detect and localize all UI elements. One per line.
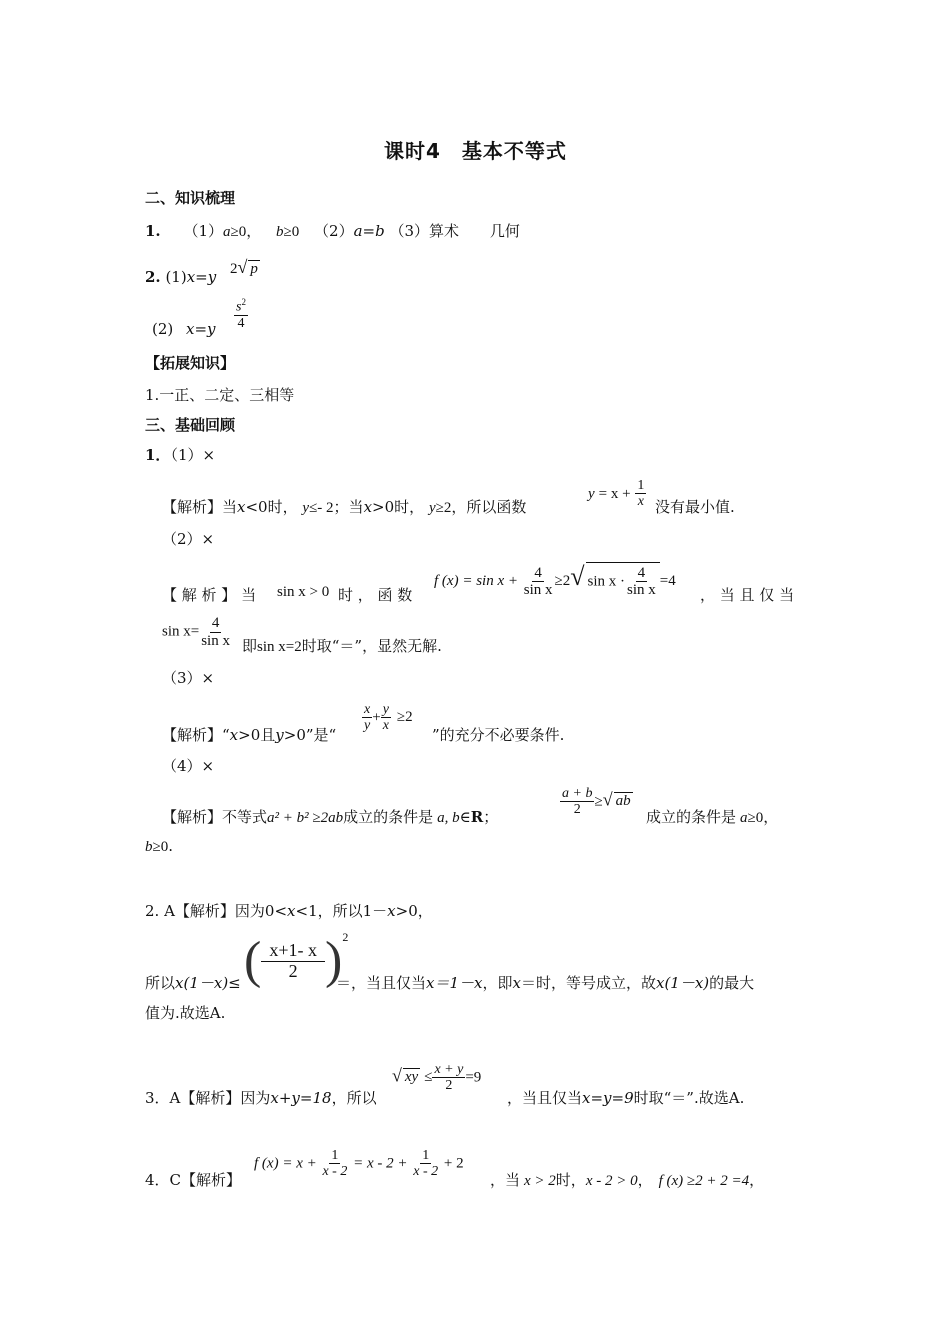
ab-in: a, b∈	[437, 810, 471, 826]
sinx-gt-0: sin x > 0	[277, 584, 330, 600]
analysis-4-cond	[646, 808, 778, 827]
numerator: 1	[422, 1148, 430, 1163]
denominator: 2	[288, 960, 298, 981]
reals: R	[470, 808, 484, 826]
radicand: sin x ·	[587, 573, 626, 589]
denominator: sin x	[627, 582, 656, 599]
text: >0”是“	[283, 726, 337, 744]
text: ，当	[490, 1171, 521, 1189]
right-paren-icon: )	[324, 932, 343, 989]
denominator: y	[364, 718, 371, 734]
fx-expr: f (x) = sin x +	[434, 573, 518, 589]
problem-4-fx	[254, 1148, 464, 1180]
numerator: x	[364, 702, 371, 717]
x-minus-2-gt-0: x - 2 > 0	[585, 1173, 638, 1189]
left-paren-icon: (	[244, 932, 262, 989]
x-gt-2: x > 2	[524, 1173, 556, 1189]
exponent: 2	[241, 297, 246, 307]
denominator: x	[382, 718, 389, 734]
expr: = x - 2 +	[353, 1155, 408, 1172]
numerator: x + y	[434, 1062, 464, 1077]
denominator: x - 2	[413, 1164, 439, 1180]
knowledge-line-3	[152, 320, 216, 338]
problem-2-so	[145, 974, 241, 992]
text: 成立的条件是	[343, 808, 434, 826]
analysis-label: 【解析】不等式	[162, 808, 268, 826]
coef-two: 2	[230, 261, 238, 277]
sufficient-text: ”的充分不必要条件.	[432, 726, 565, 744]
x-plus-y-18: x+y=18	[270, 1089, 332, 1107]
page-title: 课时4 基本不等式	[384, 139, 567, 163]
a-eq-b: a=b	[353, 222, 385, 240]
analysis-label: 【解析】当	[162, 498, 238, 516]
section-heading-review: 三、基础回顾	[145, 416, 236, 434]
problem-3-tail	[507, 1089, 744, 1107]
text: >0且	[238, 726, 276, 744]
ge-zero-b: ≥0	[283, 224, 300, 240]
numerator: a + b	[562, 786, 593, 801]
text: >0时，	[372, 498, 425, 516]
numerator: x+1- x	[261, 941, 325, 962]
text: 时取“＝”.故选A.	[633, 1089, 745, 1107]
numerator: 1	[331, 1148, 339, 1163]
expr: x(1－x)≤	[175, 974, 241, 992]
denominator: 2	[573, 802, 581, 818]
denominator: x - 2	[322, 1164, 348, 1180]
text: >0，	[395, 902, 433, 920]
x-eq-y: x=y	[186, 320, 216, 338]
knowledge-line-1	[145, 222, 520, 241]
sqrt-icon: √	[602, 789, 613, 810]
paren-1: （1）	[183, 222, 223, 240]
am-gm-inequality	[560, 786, 633, 818]
numerator: 4	[534, 564, 542, 581]
var-y: y	[428, 500, 436, 516]
geometric-text: 几何	[489, 222, 520, 240]
var-y: y	[302, 500, 310, 516]
paren-3-arith: （3）算术	[389, 222, 460, 240]
item-number: 2.	[145, 268, 161, 286]
ge-2: ≥2	[396, 709, 413, 726]
problem-2-line-2	[336, 974, 754, 992]
var-s: s	[236, 299, 242, 315]
x-eq-y: x=y	[186, 268, 217, 286]
var-p: p	[250, 261, 258, 277]
problem-4-label: 4．C【解析】	[145, 1171, 242, 1189]
sqrt-icon: √	[392, 1065, 402, 1086]
analysis-4-end	[145, 837, 173, 856]
analysis-label: 【解析】“	[162, 726, 230, 744]
fx-ge-4: f (x) ≥2 + 2 =4	[658, 1173, 750, 1189]
var-x: x	[387, 902, 396, 920]
text: <0时，	[245, 498, 298, 516]
ge-2: ≥2	[435, 500, 452, 516]
text: ，所以	[331, 1089, 377, 1107]
x-eq-1-minus-x: x＝1－x	[426, 974, 483, 992]
x-eq-y-eq-9: x=y=9	[582, 1089, 634, 1107]
sinx-eq: sin x=	[162, 623, 200, 640]
sqrt-icon: √	[237, 257, 248, 277]
fx-inequality	[434, 561, 676, 599]
iff-text: ， 当 且 仅 当	[700, 586, 795, 604]
expr: = x +	[598, 485, 631, 502]
review-q4: （4）×	[162, 757, 215, 775]
x-over-y-plus-y-over-x	[362, 702, 413, 734]
text: ＝时，等号成立，故	[520, 974, 656, 992]
numerator: 4	[211, 615, 220, 631]
text: ，所以函数	[451, 498, 527, 516]
no-min-text: 没有最小值.	[655, 498, 735, 516]
var-a: a	[223, 224, 231, 240]
mark: （1）×	[170, 446, 216, 464]
text: 即	[242, 637, 258, 655]
exponent: 2	[342, 930, 349, 944]
paren-1: (1)	[165, 268, 187, 286]
two-sqrt-p	[230, 257, 260, 279]
text: 的最大	[709, 974, 755, 992]
knowledge-line-2	[145, 268, 216, 286]
var-x: x	[287, 902, 296, 920]
ge: ≥	[594, 793, 603, 810]
text: <1，所以1－	[295, 902, 388, 920]
extended-line: 1.一正、二定、三相等	[145, 386, 295, 404]
denominator: sin x	[201, 632, 230, 649]
item-number: 1．	[145, 446, 171, 464]
text: ，	[749, 1171, 765, 1189]
var-y: y	[275, 726, 284, 744]
var-x: x	[512, 974, 521, 992]
denominator: 4	[237, 316, 245, 332]
radicand: xy	[404, 1069, 419, 1086]
plus: +	[372, 709, 381, 726]
problem-2-line-1	[145, 902, 433, 920]
radicand: ab	[615, 793, 631, 810]
problem-4-tail	[490, 1171, 764, 1190]
squared-fraction	[244, 930, 348, 992]
problem-2-line-3: 值为.故选A.	[145, 1004, 226, 1022]
text: ；当	[333, 498, 364, 516]
text: ，	[637, 1171, 653, 1189]
ge-2: ≥2	[554, 573, 571, 589]
analysis-3	[162, 726, 336, 744]
period: .	[168, 837, 174, 855]
problem-3	[145, 1089, 377, 1107]
text: 3．A【解析】因为	[145, 1089, 271, 1107]
le: ≤	[424, 1069, 433, 1086]
paren-2: (2)	[152, 320, 174, 338]
text: 成立的条件是	[646, 808, 737, 826]
section-heading-knowledge: 二、知识梳理	[145, 189, 236, 207]
text: ＝，当且仅当	[336, 974, 427, 992]
var-y: y	[588, 485, 595, 502]
sqrt-xy-le	[392, 1062, 481, 1094]
numerator: 1	[637, 478, 645, 493]
function-y-eq-x-plus-1-over-x	[588, 478, 646, 510]
ge-zero: ≥0，	[747, 810, 779, 826]
numerator: 4	[637, 564, 646, 581]
var-x: x	[363, 498, 373, 516]
expr: x(1－x)	[655, 974, 710, 992]
denominator: sin x	[523, 582, 553, 599]
ge-zero: ≥0	[152, 839, 169, 855]
var-x: x	[237, 498, 246, 516]
inequality: a² + b² ≥2ab	[267, 810, 344, 826]
text: 所以	[145, 974, 176, 992]
review-q2: （2）×	[162, 530, 215, 548]
review-q1	[145, 446, 215, 464]
s-squared-over-4	[234, 298, 248, 331]
text: 时，	[555, 1171, 586, 1189]
section-heading-extended: 【拓展知识】	[145, 354, 236, 372]
var-b: b	[145, 839, 153, 855]
le-neg2: ≤- 2	[309, 500, 334, 516]
paren-2: （2）	[314, 222, 354, 240]
review-q3: （3）×	[162, 669, 215, 687]
item-number: 1.	[145, 222, 161, 240]
analysis-2-cont-text	[242, 637, 442, 656]
sinx-eq-2: sin x=2	[257, 639, 302, 655]
plus-2: + 2	[443, 1155, 464, 1172]
text: ，即	[482, 974, 513, 992]
analysis-2-label: 【 解 析 】 当	[162, 586, 257, 604]
text: 时取“＝”，显然无解.	[301, 637, 442, 655]
function-text: 时 ， 函 数	[338, 586, 413, 604]
fx-expr: f (x) = x +	[254, 1155, 317, 1172]
text: ；	[483, 808, 499, 826]
numerator: y	[382, 702, 389, 717]
eq-4: =4	[659, 573, 676, 589]
var-a: a	[740, 810, 748, 826]
analysis-1	[162, 498, 526, 517]
text: ，当且仅当	[507, 1089, 583, 1107]
text: 2. A【解析】因为0<	[145, 902, 288, 920]
ge-zero: ≥0，	[230, 224, 262, 240]
sqrt-icon: √	[570, 562, 585, 591]
eq-9: =9	[465, 1069, 482, 1086]
var-b: b	[276, 224, 284, 240]
var-x: x	[229, 726, 239, 744]
analysis-2-cont	[162, 615, 232, 649]
analysis-4	[162, 808, 498, 827]
denominator: 2	[445, 1078, 453, 1094]
denominator: x	[637, 494, 644, 510]
